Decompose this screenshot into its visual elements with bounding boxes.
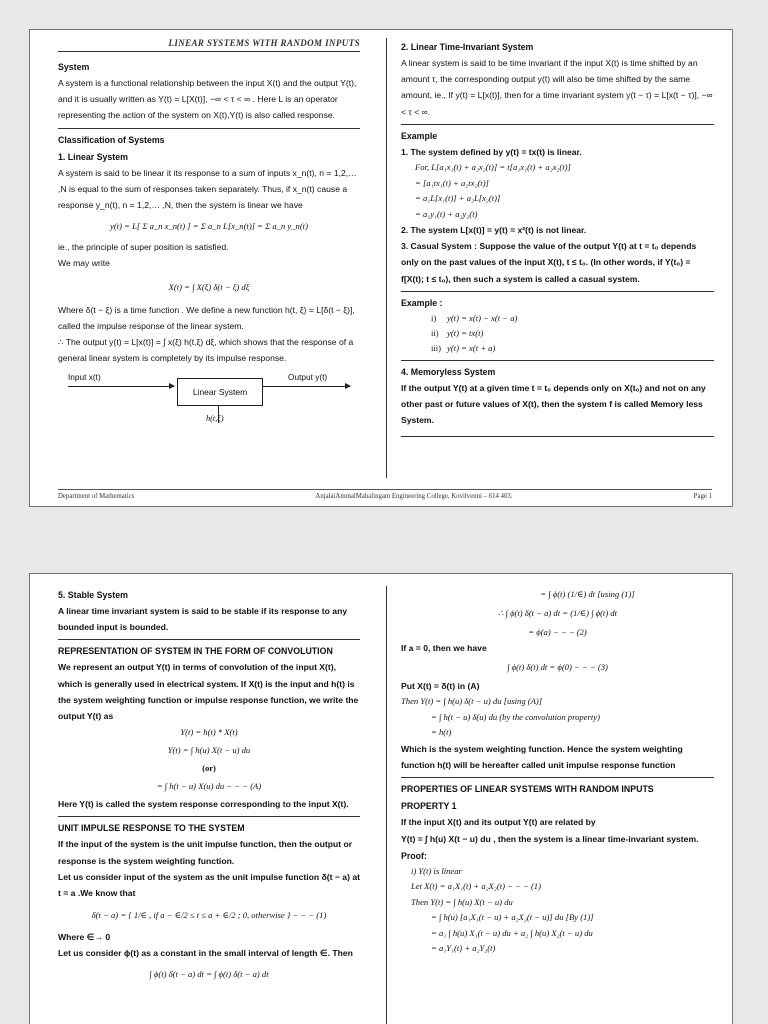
equation-then-2: = ∫ h(t − u) δ(u) du (by the convolution property): [431, 711, 600, 722]
list-item: iii) y(t) = x(t + a): [431, 342, 496, 353]
footer-page-number: Page 1: [693, 493, 712, 500]
input-arrow: [68, 386, 174, 387]
heading-linear-system: 1. Linear System: [58, 151, 128, 162]
footer-college: AnjalaiAmmalMahalingam Engineering College, Kovilvenni – 614 403.: [315, 493, 513, 500]
paragraph-may-write: We may write: [58, 258, 110, 269]
page-header-title: LINEAR SYSTEMS WITH RANDOM INPUTS: [58, 38, 360, 52]
example-1: 1. The system defined by y(t) = tx(t) is linear.: [401, 146, 582, 157]
heading-convolution: REPRESENTATION OF SYSTEM IN THE FORM OF CONVOLUTION: [58, 646, 333, 657]
proof-step: = a₁Y₁(t) + a₂Y₂(t): [431, 943, 496, 954]
page2-left-column: [30, 586, 386, 1024]
example-1-step: For, L[a₁x₁(t) + a₂x₂(t)] = t[a₁x₁(t) + a₂x₂(t)]: [415, 162, 571, 173]
page-footer: [58, 489, 712, 500]
paragraph-phi-constant: Let us consider ϕ(t) as a constant in the small interval of length ∈. Then: [58, 948, 353, 959]
divider: [58, 816, 360, 817]
diagram-system-box: Linear System: [177, 378, 263, 406]
heading-property-1: PROPERTY 1: [401, 801, 457, 812]
example-1-step: = a₁L[x₁(t)] + a₂L[x₂(t)]: [415, 193, 501, 204]
equation-linear: y(t) = L[ Σ a_n x_n(t) ] = Σ a_n L[x_n(t)] = Σ a_n y_n(t): [110, 221, 308, 232]
paragraph-system-response: Here Y(t) is called the system response corresponding to the input X(t).: [58, 799, 349, 810]
proof-step: Let X(t) = a₁X₁(t) + a₂X₂(t) − − − (1): [411, 881, 541, 892]
equation-delta: δ(t − a) = { 1/∈ , if a − ∈/2 ≤ t ≤ a + ∈/2 ; 0, otherwise } − − − (1): [91, 910, 327, 921]
paragraph-where-epsilon: Where ∈→ 0: [58, 932, 111, 943]
divider: [58, 128, 360, 129]
divider: [401, 436, 714, 437]
divider: [401, 777, 714, 778]
footer-department: Department of Mathematics: [58, 493, 135, 500]
heading-stable-system: 5. Stable System: [58, 590, 128, 600]
paragraph-property-1: If the input X(t) and its output Y(t) are related by: [401, 817, 596, 828]
paragraph-impulse-definition: Where δ(t − ξ) is a time function . We define a new function h(t, ξ) = L[δ(t − ξ)], called the impulse response of the linear system.: [58, 304, 355, 331]
paragraph-unit-impulse-2: Let us consider input of the system as the unit impulse function δ(t − a) at t = a .We know that: [58, 871, 360, 899]
example-1-step: = a₁y₁(t) + a₂y₂(t): [415, 208, 478, 219]
equation-right-4: ∫ ϕ(t) δ(t) dt = ϕ(0) − − − (3): [507, 662, 608, 673]
equation-then-1: Then Y(t) = ∫ h(u) δ(t − u) du [using (A)]: [401, 696, 543, 707]
equation-integral: X(t) = ∫ X(ξ) δ(t − ξ) dξ: [168, 281, 250, 292]
heading-lti: 2. Linear Time-Invariant System: [401, 42, 534, 52]
document-page-2: [29, 573, 733, 1024]
divider: [401, 360, 714, 361]
divider: [401, 124, 714, 125]
divider: [58, 639, 360, 640]
diagram-h-label: h(t,ξ): [206, 414, 224, 424]
equation-right-2: ∴ ∫ ϕ(t) δ(t − a) dt = (1/∈) ∫ ϕ(t) dt: [497, 608, 618, 618]
heading-classification: Classification of Systems: [58, 134, 165, 145]
divider: [401, 291, 714, 292]
paragraph-unit-impulse: If the input of the system is the unit impulse function, then the output or response is the system weighting function.: [58, 839, 353, 866]
page1-right-column: [386, 38, 734, 478]
diagram-output-label: Output y(t): [288, 372, 328, 383]
paragraph-system: A system is a functional relationship between the input X(t) and the output Y(t), and it is usually written as Y(t) = L[X(t)], −∞ < τ < ∞ . Here L is an operator representing the action of the system on X(t),Y(t) is also called response.: [58, 78, 357, 121]
paragraph-lti: A linear system is said to be time invariant if the input X(t) is time shifted by an amount τ, the corresponding output y(t) will also be time shifted by the same amount, ie., If y(t) = L[x(t)], then for a time invariant system y(t − τ) = L[x(t − τ)], −∞ < τ < ∞.: [401, 58, 713, 117]
paragraph-stable-system: A linear time invariant system is said to be stable if its response to any bounded input is bounded.: [58, 606, 348, 633]
equation-right-1: = ∫ ϕ(t) (1/∈) dt [using (1)]: [540, 589, 635, 599]
paragraph-if-a-zero: If a = 0, then we have: [401, 643, 487, 653]
equation-convolution-1: Y(t) = h(t) * X(t): [180, 727, 238, 738]
heading-example-2: Example :: [401, 297, 443, 308]
proof-step: = ∫ h(u) [a₁X₁(t − u) + a₂X₂(t − u)] du [By (1)]: [431, 912, 594, 923]
heading-unit-impulse: UNIT IMPULSE RESPONSE TO THE SYSTEM: [58, 823, 245, 834]
paragraph-superposition: ie., the principle of super position is satisfied.: [58, 242, 229, 253]
equation-convolution-2: Y(t) = ∫ h(u) X(t − u) du: [167, 745, 251, 756]
equation-phi: ∫ ϕ(t) δ(t − a) dt = ∫ ϕ(t) δ(t − a) dt: [149, 968, 269, 979]
proof-step: Then Y(t) = ∫ h(u) X(t − u) du: [411, 896, 513, 907]
paragraph-weighting-function: Which is the system weighting function. Hence the system weighting function h(t) will be hereafter called unit impulse response function: [401, 743, 683, 771]
example-list: [401, 311, 714, 356]
example-3: 3. Casual System : Suppose the value of the output Y(t) at t = t₀ depends only on the past values of the input X(t), t ≤ t₀. (In other words, if Y(t₀) = f[X(t); t ≤ t₀), then such a system is called a casual system.: [401, 241, 697, 284]
heading-properties: PROPERTIES OF LINEAR SYSTEMS WITH RANDOM INPUTS: [401, 784, 654, 795]
paragraph-property-1b: Y(t) = ∫ h(u) X(t − u) du , then the system is a linear time-invariant system.: [401, 833, 699, 844]
heading-system: System: [58, 62, 90, 72]
linear-system-diagram: [58, 372, 360, 428]
proof-step: i) Y(t) is linear: [411, 865, 462, 876]
heading-example: Example: [401, 130, 438, 141]
paragraph-output: ∴ The output y(t) = L[x(t)] = ∫ x(ξ) h(t,ξ) dξ, which shows that the response of a general linear system is completely by its impulse response.: [58, 337, 354, 364]
paragraph-linear-system: A system is said to be linear it its response to a sum of inputs x_n(t), n = 1,2,… ,N is equal to the sum of responses taken separately. Thus, if x_n(t) cause a response y_n(t), n = 1,2,… ,N, then the system is linear we have: [58, 167, 357, 211]
paragraph-convolution: We represent an output Y(t) in terms of convolution of the input X(t), which is generally used in electrical system. If X(t) is the input and h(t) is the system weighting function or impulse response function, we write the output Y(t) as: [58, 662, 359, 722]
proof-step: = a₁ ∫ h(u) X₁(t − u) du + a₂ ∫ h(u) X₂(t − u) du: [431, 927, 593, 938]
paragraph-memoryless: If the output Y(t) at a given time t = t₀ depends only on X(t₀) and not on any other past or future values of X(t), then the system f is called Memory less System.: [401, 382, 706, 426]
heading-memoryless: 4. Memoryless System: [401, 366, 496, 377]
page2-right-column: [386, 586, 734, 1024]
list-item: ii) y(t) = tx(t): [431, 327, 484, 338]
equation-then-3: = h(t): [431, 727, 452, 738]
example-1-step: = [a₁tx₁(t) + a₂tx₂(t)]: [415, 177, 489, 188]
equation-convolution-3: = ∫ h(t − u) X(u) du − − − (A): [156, 781, 262, 792]
or-label: (or): [202, 763, 216, 774]
document-page-1: [29, 29, 733, 507]
output-arrow: [262, 386, 350, 387]
heading-proof: Proof:: [401, 850, 427, 861]
paragraph-put: Put X(t) = δ(t) in (A): [401, 681, 480, 692]
diagram-input-label: Input x(t): [68, 372, 101, 383]
list-item: i) y(t) = x(t) − x(t − a): [431, 312, 518, 323]
equation-right-3: = ϕ(a) − − − (2): [528, 627, 587, 637]
example-2: 2. The system L[x(t)] = y(t) = x²(t) is not linear.: [401, 225, 587, 236]
page1-left-column: [30, 38, 386, 478]
